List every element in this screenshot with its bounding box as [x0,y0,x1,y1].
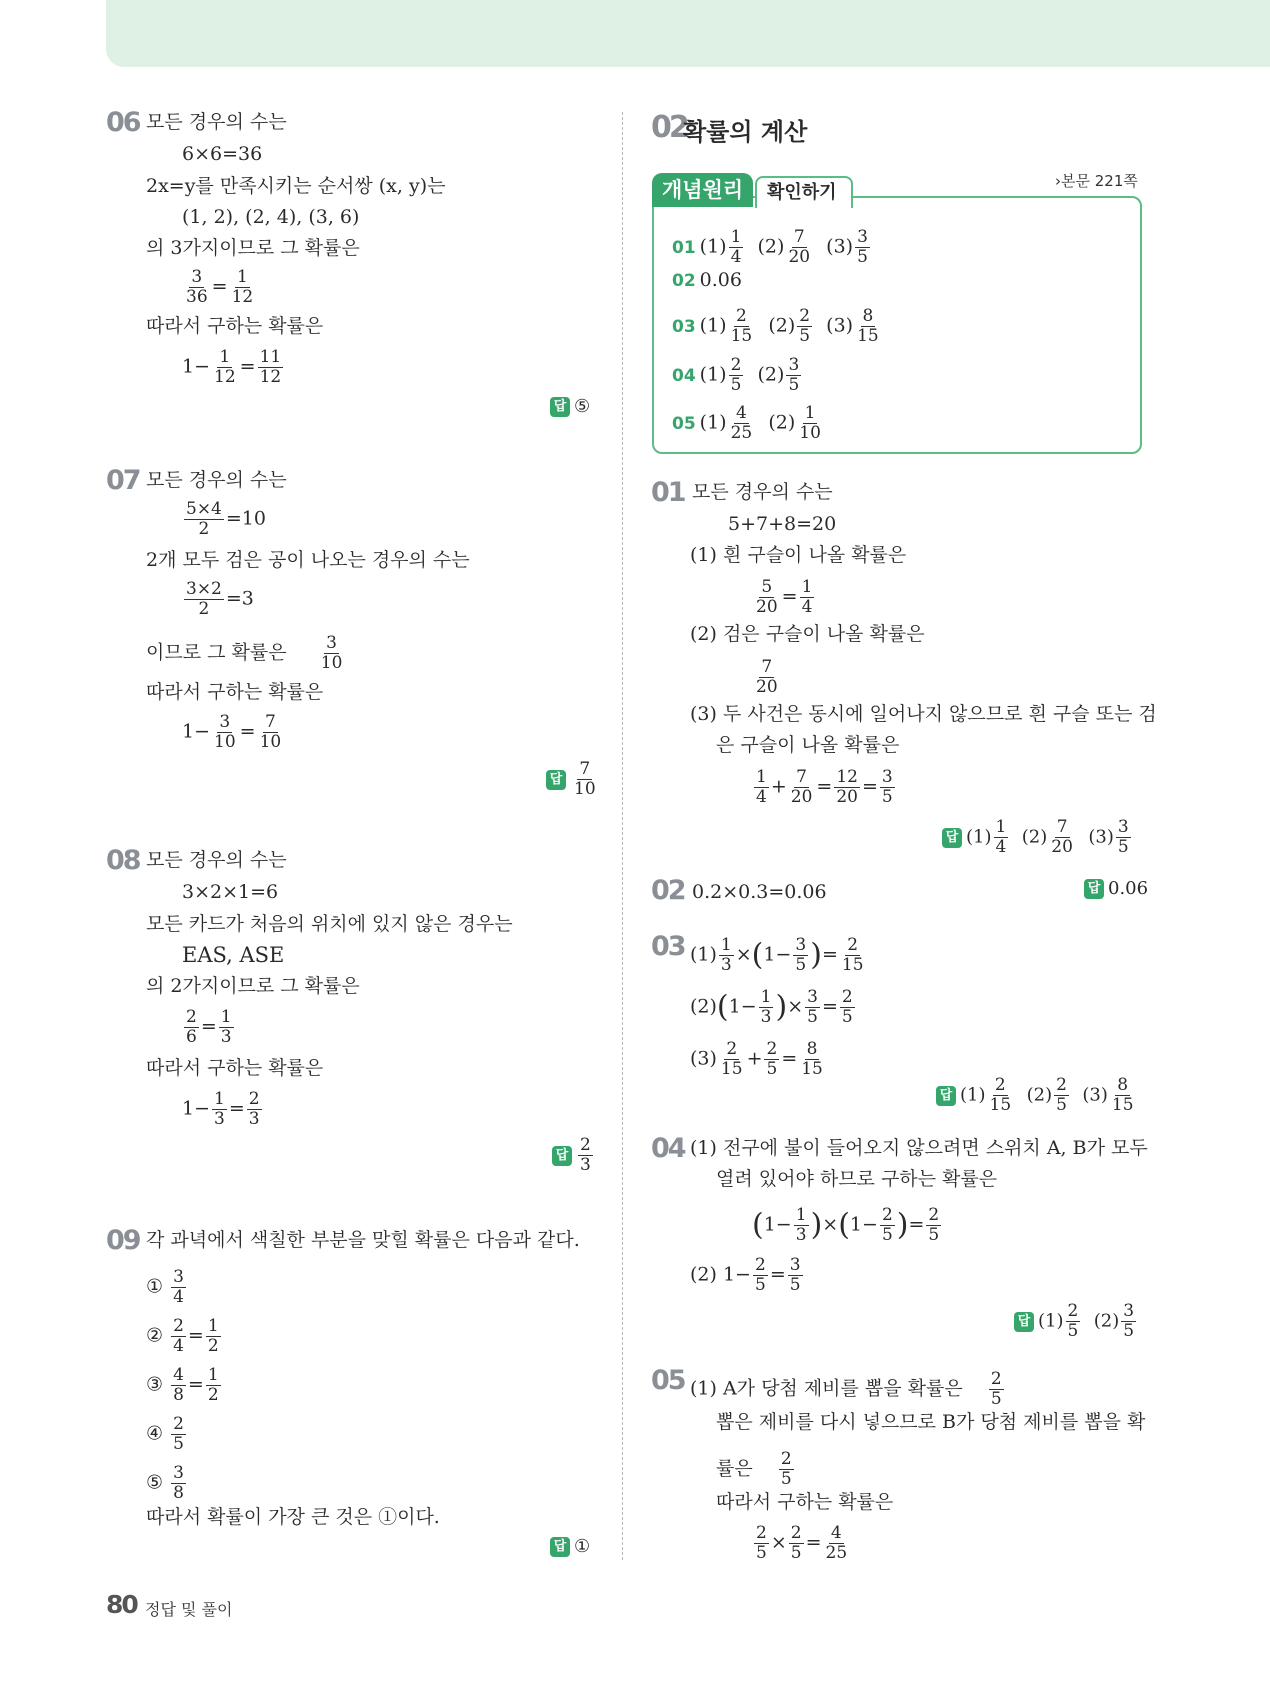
q09-choice3: ③ $\frac{4}{8}$ = $\frac{1}{2}$ [146,1365,219,1405]
sol04-answer: 답 (1) $\frac{2}{5}$ (2) $\frac{3}{5}$ [1014,1302,1138,1341]
sol01-part1: (1) 흰 구슬이 나올 확률은 [690,544,907,566]
box-row-03-number: 03 [672,316,696,337]
q09-conclusion: 따라서 확률이 가장 큰 것은 ①이다. [146,1506,440,1528]
part-label: (2) [757,235,785,258]
q09-choice3-mark: ③ [146,1373,164,1396]
sol01-equation1: $\frac{5}{20}$ = $\frac{1}{4}$ [756,577,813,617]
q07-line3: 2개 모두 검은 공이 나오는 경우의 수는 [146,549,470,571]
sol04-equation1: (1− $\frac{1}{3}$ )×(1− $\frac{2}{5}$ )= $\frac{2}{5}$ [752,1205,940,1245]
q08-equation2: 1− $\frac{1}{3}$ = $\frac{2}{3}$ [182,1089,260,1129]
sol05-equation1: $\frac{2}{5}$ × $\frac{2}{5}$ = $\frac{4}{25}$ [756,1523,848,1563]
sol01-line1: 모든 경우의 수는 [692,481,833,503]
answer-badge: 답 [1084,879,1104,899]
part-label: (1) [699,363,727,386]
part-label: (2) [1021,826,1048,848]
q07-line5-text: 이므로 그 확률은 [146,641,287,664]
q06-number: 06 [106,107,140,138]
q08-number: 08 [106,845,140,876]
part-label: (3) [826,314,854,337]
sol03-number: 03 [651,931,685,962]
check-tag: 확인하기 [755,176,853,208]
sol05-line3-text: 률은 [716,1457,753,1480]
part-label: (3) [1082,1084,1108,1106]
box-row-04-number: 04 [672,365,696,386]
q07-number: 07 [106,465,140,496]
box-row-01: 01 (1) $\frac{1}{4}$ (2) $\frac{7}{20}$ (3) $\frac{3}{5}$ [672,227,868,267]
sol02-number: 02 [651,875,685,906]
part-label: (2) [1093,1310,1120,1332]
section-title: 확률의 계산 [683,118,808,146]
q09-choice1-mark: ① [146,1275,164,1298]
part-label: (2) [690,1263,717,1286]
sol01-equation2: $\frac{7}{20}$ [756,657,778,697]
sol05-number: 05 [651,1365,685,1396]
sol01-line2: 5+7+8=20 [728,513,837,535]
q09-choice2: ② $\frac{2}{4}$ = $\frac{1}{2}$ [146,1316,219,1356]
sol03-equation1: (1) $\frac{1}{3}$ ×(1− $\frac{3}{5}$ )= $\frac{2}{15}$ [690,935,864,975]
q06-line1: 모든 경우의 수는 [146,111,287,133]
q08-line1: 모든 경우의 수는 [146,849,287,871]
part-label: (3) [826,235,854,258]
column-divider [622,112,623,1560]
chevron-right-icon: › [1055,172,1061,190]
q09-answer-value: ① [574,1536,591,1557]
sol01-part3a: (3) 두 사건은 동시에 일어나지 않으므로 흰 구슬 또는 검 [690,703,1157,725]
q06-equation2: 1− $\frac{1}{12}$ = $\frac{11}{12}$ [182,347,282,387]
q06-line4: (1, 2), (2, 4), (3, 6) [182,206,360,228]
q09-choice4-mark: ④ [146,1422,164,1445]
page-reference-text: 본문 221쪽 [1061,172,1138,190]
part-label: (2) [757,363,785,386]
answer-badge: 답 [1014,1312,1034,1332]
answer-badge: 답 [936,1086,956,1106]
part-label: (1) [699,314,727,337]
q09-number: 09 [106,1225,140,1256]
sol04-equation2: (2) 1− $\frac{2}{5}$ = $\frac{3}{5}$ [690,1255,801,1295]
part-label: (1) [690,943,717,966]
q06-line3: 2x=y를 만족시키는 순서쌍 (x, y)는 [146,175,446,197]
part-label: (3) [690,1047,717,1070]
q09-choice5-mark: ⑤ [146,1471,164,1494]
q08-line4: EAS, ASE [182,943,285,967]
sol05-line2: 뽑은 제비를 다시 넣으므로 B가 당첨 제비를 뽑을 확 [716,1411,1146,1433]
box-row-03: 03 (1) $\frac{2}{15}$ (2) $\frac{2}{5}$ (3) $\frac{8}{15}$ [672,306,879,346]
q06-line7: 따라서 구하는 확률은 [146,315,324,337]
footer-title: 정답 및 풀이 [145,1600,233,1619]
sol04-number: 04 [651,1133,685,1164]
concept-tag: 개념원리 [652,173,753,207]
page-reference [1055,170,1138,191]
sol03-answer: 답 (1) $\frac{2}{15}$ (2) $\frac{2}{5}$ (3) $\frac{8}{15}$ [936,1076,1138,1115]
answer-badge: 답 [552,1146,572,1166]
sol03-equation3: (3) $\frac{2}{15}$ + $\frac{2}{5}$ = $\frac{8}{15}$ [690,1039,823,1079]
sol04-line1: (1) 전구에 불이 들어오지 않으려면 스위치 A, B가 모두 [690,1137,1148,1159]
q06-answer [550,396,590,417]
q09-choice4: ④ $\frac{2}{5}$ [146,1414,184,1454]
answer-badge: 답 [550,397,570,417]
sol01-answer: 답 (1) $\frac{1}{4}$ (2) $\frac{7}{20}$ (3) $\frac{3}{5}$ [942,818,1133,857]
q08-line2: 3×2×1=6 [182,881,279,903]
q07-line5: 이므로 그 확률은 $\frac{3}{10}$ [146,633,343,673]
q07-equation1: $\frac{5\times 4}{2}$ =10 [186,499,266,539]
q07-line1: 모든 경우의 수는 [146,469,287,491]
q08-line5: 의 2가지이므로 그 확률은 [146,975,360,997]
sol05-line4: 따라서 구하는 확률은 [716,1491,894,1513]
q06-equation1: $\frac{3}{36}$ = $\frac{1}{12}$ [186,267,254,307]
part-label: (3) [1088,826,1114,848]
q08-line3: 모든 카드가 처음의 위치에 있지 않은 경우는 [146,913,513,935]
q07-line6: 따라서 구하는 확률은 [146,681,324,703]
part-label: (1) [1038,1310,1064,1332]
q09-choice1: ① $\frac{3}{4}$ [146,1267,184,1307]
top-band [106,0,1270,67]
answer-badge: 답 [550,1537,570,1557]
sol05-line1-text: (1) A가 당첨 제비를 뽑을 확률은 [690,1377,963,1400]
sol01-equation3: $\frac{1}{4}$ + $\frac{7}{20}$ = $\frac{12}{20}$ = $\frac{3}{5}$ [756,767,893,807]
part-label: (2) [768,314,796,337]
answer-badge: 답 [942,828,962,848]
page-number: 80 [106,1590,137,1619]
answer-badge: 답 [546,770,566,790]
q06-answer-value: ⑤ [574,396,591,417]
sol01-part3b: 은 구슬이 나올 확률은 [716,734,900,756]
q09-answer [550,1536,590,1557]
box-row-04: 04 (1) $\frac{2}{5}$ (2) $\frac{3}{5}$ [672,355,800,395]
q08-line7: 따라서 구하는 확률은 [146,1057,324,1079]
sol03-equation2: (2)(1− $\frac{1}{3}$ )× $\frac{3}{5}$ = $\frac{2}{5}$ [690,987,853,1027]
part-label: (1) [699,235,727,258]
q09-choice2-mark: ② [146,1324,164,1347]
part-label: (1) [966,826,992,848]
sol05-line3: 률은 $\frac{2}{5}$ [716,1449,792,1489]
q07-equation3: 1− $\frac{3}{10}$ = $\frac{7}{10}$ [182,712,282,752]
part-label: (2) [690,995,717,1018]
q06-line5: 의 3가지이므로 그 확률은 [146,237,360,259]
box-row-02 [672,268,742,293]
q08-answer: 답 $\frac{2}{3}$ [552,1136,595,1175]
box-row-02-value: 0.06 [699,269,742,291]
sol05-line1: (1) A가 당첨 제비를 뽑을 확률은 $\frac{2}{5}$ [690,1369,1002,1409]
sol04-line2: 열려 있어야 하므로 구하는 확률은 [716,1168,998,1190]
part-label: (1) [699,411,727,434]
q06-line2: 6×6=36 [182,143,263,165]
q09-line1: 각 과녁에서 색칠한 부분을 맞힐 확률은 다음과 같다. [146,1229,580,1251]
part-label: (1) [960,1084,986,1106]
q09-choice5: ⑤ $\frac{3}{8}$ [146,1463,184,1503]
part-label: (2) [1026,1084,1053,1106]
box-row-02-number: 02 [672,271,696,291]
q07-answer: 답 $\frac{7}{10}$ [546,760,600,799]
box-row-05: 05 (1) $\frac{4}{25}$ (2) $\frac{1}{10}$ [672,403,821,443]
q08-equation1: $\frac{2}{6}$ = $\frac{1}{3}$ [186,1007,232,1047]
q07-equation2: $\frac{3\times 2}{2}$ =3 [186,579,254,619]
part-label: (2) [768,411,796,434]
sol02-answer [1084,878,1148,899]
sol02-answer-value: 0.06 [1108,878,1149,899]
box-row-05-number: 05 [672,413,696,434]
sol01-number: 01 [651,477,685,508]
section-number: 02 [651,110,687,145]
box-row-01-number: 01 [672,237,696,258]
sol02-line1: 0.2×0.3=0.06 [692,881,827,903]
sol01-part2: (2) 검은 구슬이 나올 확률은 [690,623,925,645]
